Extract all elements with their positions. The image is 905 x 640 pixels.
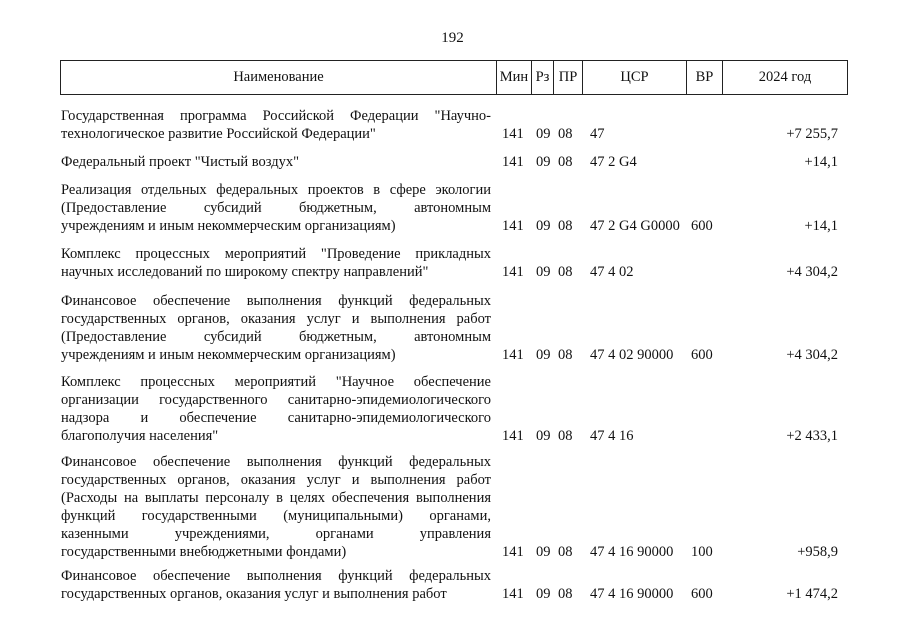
row-name-line: научных исследований по широкому спектру направлений": [61, 264, 429, 280]
row-name-line: государственными внебюджетными фондами): [61, 544, 347, 560]
row-rz: 09: [536, 544, 551, 560]
row-vr: 600: [691, 347, 713, 363]
row-min: 141: [502, 218, 524, 234]
header-pr: ПР: [554, 61, 583, 94]
page-number: 192: [441, 30, 464, 46]
row-name-line: Финансовое обеспечение выполнения функций федеральных: [61, 293, 491, 309]
row-csr: 47 2 G4: [590, 154, 637, 170]
row-name-line: государственных органов, оказания услуг и выполнения работ: [61, 311, 491, 327]
row-min: 141: [502, 264, 524, 280]
row-name: [61, 292, 491, 364]
row-name: [61, 567, 491, 603]
row-csr: 47 4 16: [590, 428, 634, 444]
row-name-line: технологическое развитие Российской Федерации": [61, 126, 376, 142]
row-csr: 47 2 G4 G0000: [590, 218, 680, 234]
row-name-line: Федеральный проект "Чистый воздух": [61, 154, 300, 170]
row-name-line: Финансовое обеспечение выполнения функций федеральных: [61, 454, 491, 470]
row-min: 141: [502, 154, 524, 170]
row-name: [61, 453, 491, 561]
header-name: Наименование: [61, 61, 497, 94]
row-name: [61, 373, 491, 445]
row-pr: 08: [558, 126, 573, 142]
row-min: 141: [502, 126, 524, 142]
row-csr: 47 4 16 90000: [590, 586, 674, 602]
row-name: [61, 153, 491, 171]
row-name-line: казенными учреждениями, органами управления: [61, 526, 491, 542]
row-rz: 09: [536, 264, 551, 280]
row-name: [61, 107, 491, 143]
row-rz: 09: [536, 154, 551, 170]
row-pr: 08: [558, 586, 573, 602]
row-vr: 100: [691, 544, 713, 560]
row-amount: +4 304,2: [786, 347, 838, 363]
row-vr: 600: [691, 586, 713, 602]
row-amount: +4 304,2: [786, 264, 838, 280]
row-pr: 08: [558, 347, 573, 363]
row-csr: 47 4 02 90000: [590, 347, 674, 363]
header-year: 2024 год: [758, 69, 812, 85]
row-name-line: учреждениям и иным некоммерческим организациям): [61, 347, 396, 363]
row-name: [61, 245, 491, 281]
row-name-line: организации государственного санитарно-эпидемиологического: [61, 392, 491, 408]
row-amount: +1 474,2: [786, 586, 838, 602]
row-rz: 09: [536, 586, 551, 602]
row-name-line: Комплекс процессных мероприятий "Научное обеспечение: [61, 374, 491, 390]
row-name-line: Реализация отдельных федеральных проектов в сфере экологии: [61, 182, 491, 198]
row-rz: 09: [536, 428, 551, 444]
header-vr: ВР: [687, 61, 723, 94]
row-name-line: благополучия населения": [61, 428, 219, 444]
row-min: 141: [502, 544, 524, 560]
row-rz: 09: [536, 218, 551, 234]
row-name-line: (Расходы на выплаты персоналу в целях обеспечения выполнения: [61, 490, 491, 506]
row-min: 141: [502, 428, 524, 444]
row-amount: +958,9: [797, 544, 838, 560]
row-name-line: государственных органов, оказания услуг и выполнения работ: [61, 586, 447, 602]
row-pr: 08: [558, 264, 573, 280]
row-name-line: Комплекс процессных мероприятий "Проведение прикладных: [61, 246, 491, 262]
row-name-line: (Предоставление субсидий бюджетным, автономным: [61, 200, 491, 216]
row-rz: 09: [536, 347, 551, 363]
row-csr: 47: [590, 126, 605, 142]
row-csr: 47 4 16 90000: [590, 544, 674, 560]
row-pr: 08: [558, 428, 573, 444]
row-name-line: надзора и обеспечение санитарно-эпидемиологического: [61, 410, 491, 426]
row-pr: 08: [558, 544, 573, 560]
row-name-line: Финансовое обеспечение выполнения функций федеральных: [61, 568, 491, 584]
row-name-line: государственных органов, оказания услуг и выполнения работ: [61, 472, 491, 488]
row-amount: +2 433,1: [786, 428, 838, 444]
row-pr: 08: [558, 154, 573, 170]
row-name-line: Государственная программа Российской Федерации "Научно-: [61, 108, 491, 124]
row-name: [61, 181, 491, 235]
row-pr: 08: [558, 218, 573, 234]
row-name-line: учреждениям и иным некоммерческим организациям): [61, 218, 396, 234]
row-rz: 09: [536, 126, 551, 142]
row-name-line: функций государственными (муниципальными) органами,: [61, 508, 491, 524]
header-csr: ЦСР: [583, 61, 687, 94]
row-amount: +14,1: [804, 154, 838, 170]
header-min: Мин: [497, 61, 532, 94]
table-header: [60, 60, 848, 95]
row-vr: 600: [691, 218, 713, 234]
row-name-line: (Предоставление субсидий бюджетным, автономным: [61, 329, 491, 345]
header-rz: Рз: [532, 61, 554, 94]
row-min: 141: [502, 347, 524, 363]
row-min: 141: [502, 586, 524, 602]
row-amount: +7 255,7: [786, 126, 838, 142]
row-csr: 47 4 02: [590, 264, 634, 280]
row-amount: +14,1: [804, 218, 838, 234]
